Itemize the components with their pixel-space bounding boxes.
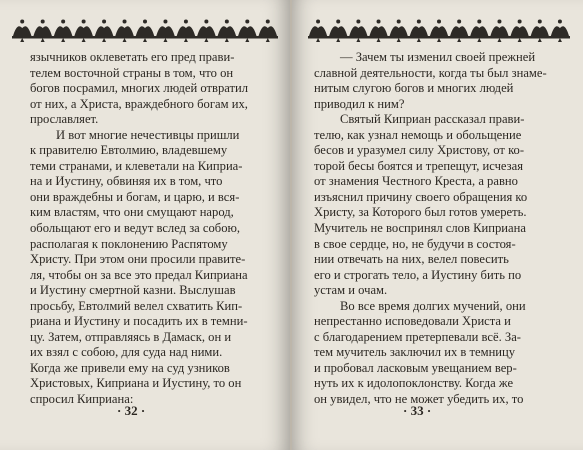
text-line: телю, как узнал немощь и обольщение xyxy=(314,127,522,142)
text-line: нии отвечать на них, велел повесить xyxy=(314,252,509,267)
page-number-right: · 33 · xyxy=(403,403,432,418)
page-number-left: · 32 · xyxy=(117,403,146,418)
header-ornament-icon xyxy=(12,16,278,44)
text-line: славной деятельности, когда ты был знаме- xyxy=(314,65,547,80)
text-line: непрестанно исповедовали Христа и xyxy=(314,314,511,329)
text-line: с благодарением претерпевали всё. За- xyxy=(314,329,522,344)
right-page xyxy=(292,0,583,450)
text-line: и Иустину смертной казни. Выслушав xyxy=(30,283,236,298)
text-line: Когда же привели ему на суд узников xyxy=(30,360,230,375)
text-line: Христу, за Которого был готов умереть. xyxy=(314,205,527,220)
text-line: изъяснил причину своего обращения ко xyxy=(314,189,528,204)
text-line: прославляет. xyxy=(30,112,99,127)
text-line: просьбу, Евтолмий велел схватить Кип- xyxy=(30,298,243,313)
text-line: И вот многие нечестивцы пришли xyxy=(56,127,240,142)
text-line: теми странами, и клеветали на Киприа- xyxy=(30,158,243,173)
text-line: располагая к поклонению Распятому xyxy=(30,236,228,251)
text-line: от них, а Христа, враждебного богам их, xyxy=(30,96,248,111)
left-page-text xyxy=(30,50,262,408)
text-line: риана и Иустину и посадить их в темни- xyxy=(30,314,248,329)
header-ornament-icon xyxy=(308,16,570,44)
text-line: к правителю Евтолмию, владевшему xyxy=(30,143,228,158)
text-line: на и Иустину, обвиняя их в том, что xyxy=(30,174,223,189)
text-line: цу. Затем, отправляясь в Дамаск, он и xyxy=(30,329,232,344)
text-line: Христовых, Киприана и Иустину, то он xyxy=(30,376,242,391)
text-line: Мучитель не воспринял слов Киприана xyxy=(314,221,526,236)
text-line: устам и очам. xyxy=(314,283,388,298)
text-line: обольщают его и ведут вслед за собою, xyxy=(30,221,241,236)
text-line: ким властям, что они смущают народ, xyxy=(30,205,234,220)
text-line: он увидел, что не может убедить их, то xyxy=(314,392,524,407)
text-line: — Зачем ты изменил своей прежней xyxy=(340,50,536,64)
left-page xyxy=(0,0,290,450)
text-line: Во все время долгих мучений, они xyxy=(340,298,526,313)
text-line: нитым слугою богов и многих людей xyxy=(314,81,514,96)
text-line: Христу. При этом они просили правите- xyxy=(30,252,246,267)
text-line: спросил Киприана: xyxy=(30,392,134,407)
text-line: богов посрамил, многих людей отвратил xyxy=(30,81,249,96)
text-line: бесов и уразумел силу Христову, от ко- xyxy=(314,143,525,158)
text-line: торой бесы боятся и трепещут, исчезая xyxy=(314,158,524,173)
text-line: от знамения Честного Креста, а равно xyxy=(314,174,518,189)
text-line: нуть их к идолопоклонству. Когда же xyxy=(314,376,514,391)
text-line: язычников оклеветать его пред прави- xyxy=(30,50,235,64)
right-page-text xyxy=(314,50,552,408)
text-line: они враждебны и богам, и царю, и вся- xyxy=(30,189,240,204)
text-line: телем восточной страны в том, что он xyxy=(30,65,234,80)
text-line: и пробовал ласковым увещанием вер- xyxy=(314,360,517,375)
text-line: их взял с собою, для суда над ними. xyxy=(30,345,223,360)
text-line: тем мучитель заключил их в темницу xyxy=(314,345,516,360)
text-line: в свое сердце, но, не будучи в состоя- xyxy=(314,236,516,251)
text-line: ля, чтобы он за все это предал Киприана xyxy=(30,267,248,282)
text-line: его и строгать тело, а Иустину бить по xyxy=(314,267,522,282)
text-line: Святый Киприан рассказал прави- xyxy=(340,112,525,127)
text-line: приводил к ним? xyxy=(314,96,405,111)
